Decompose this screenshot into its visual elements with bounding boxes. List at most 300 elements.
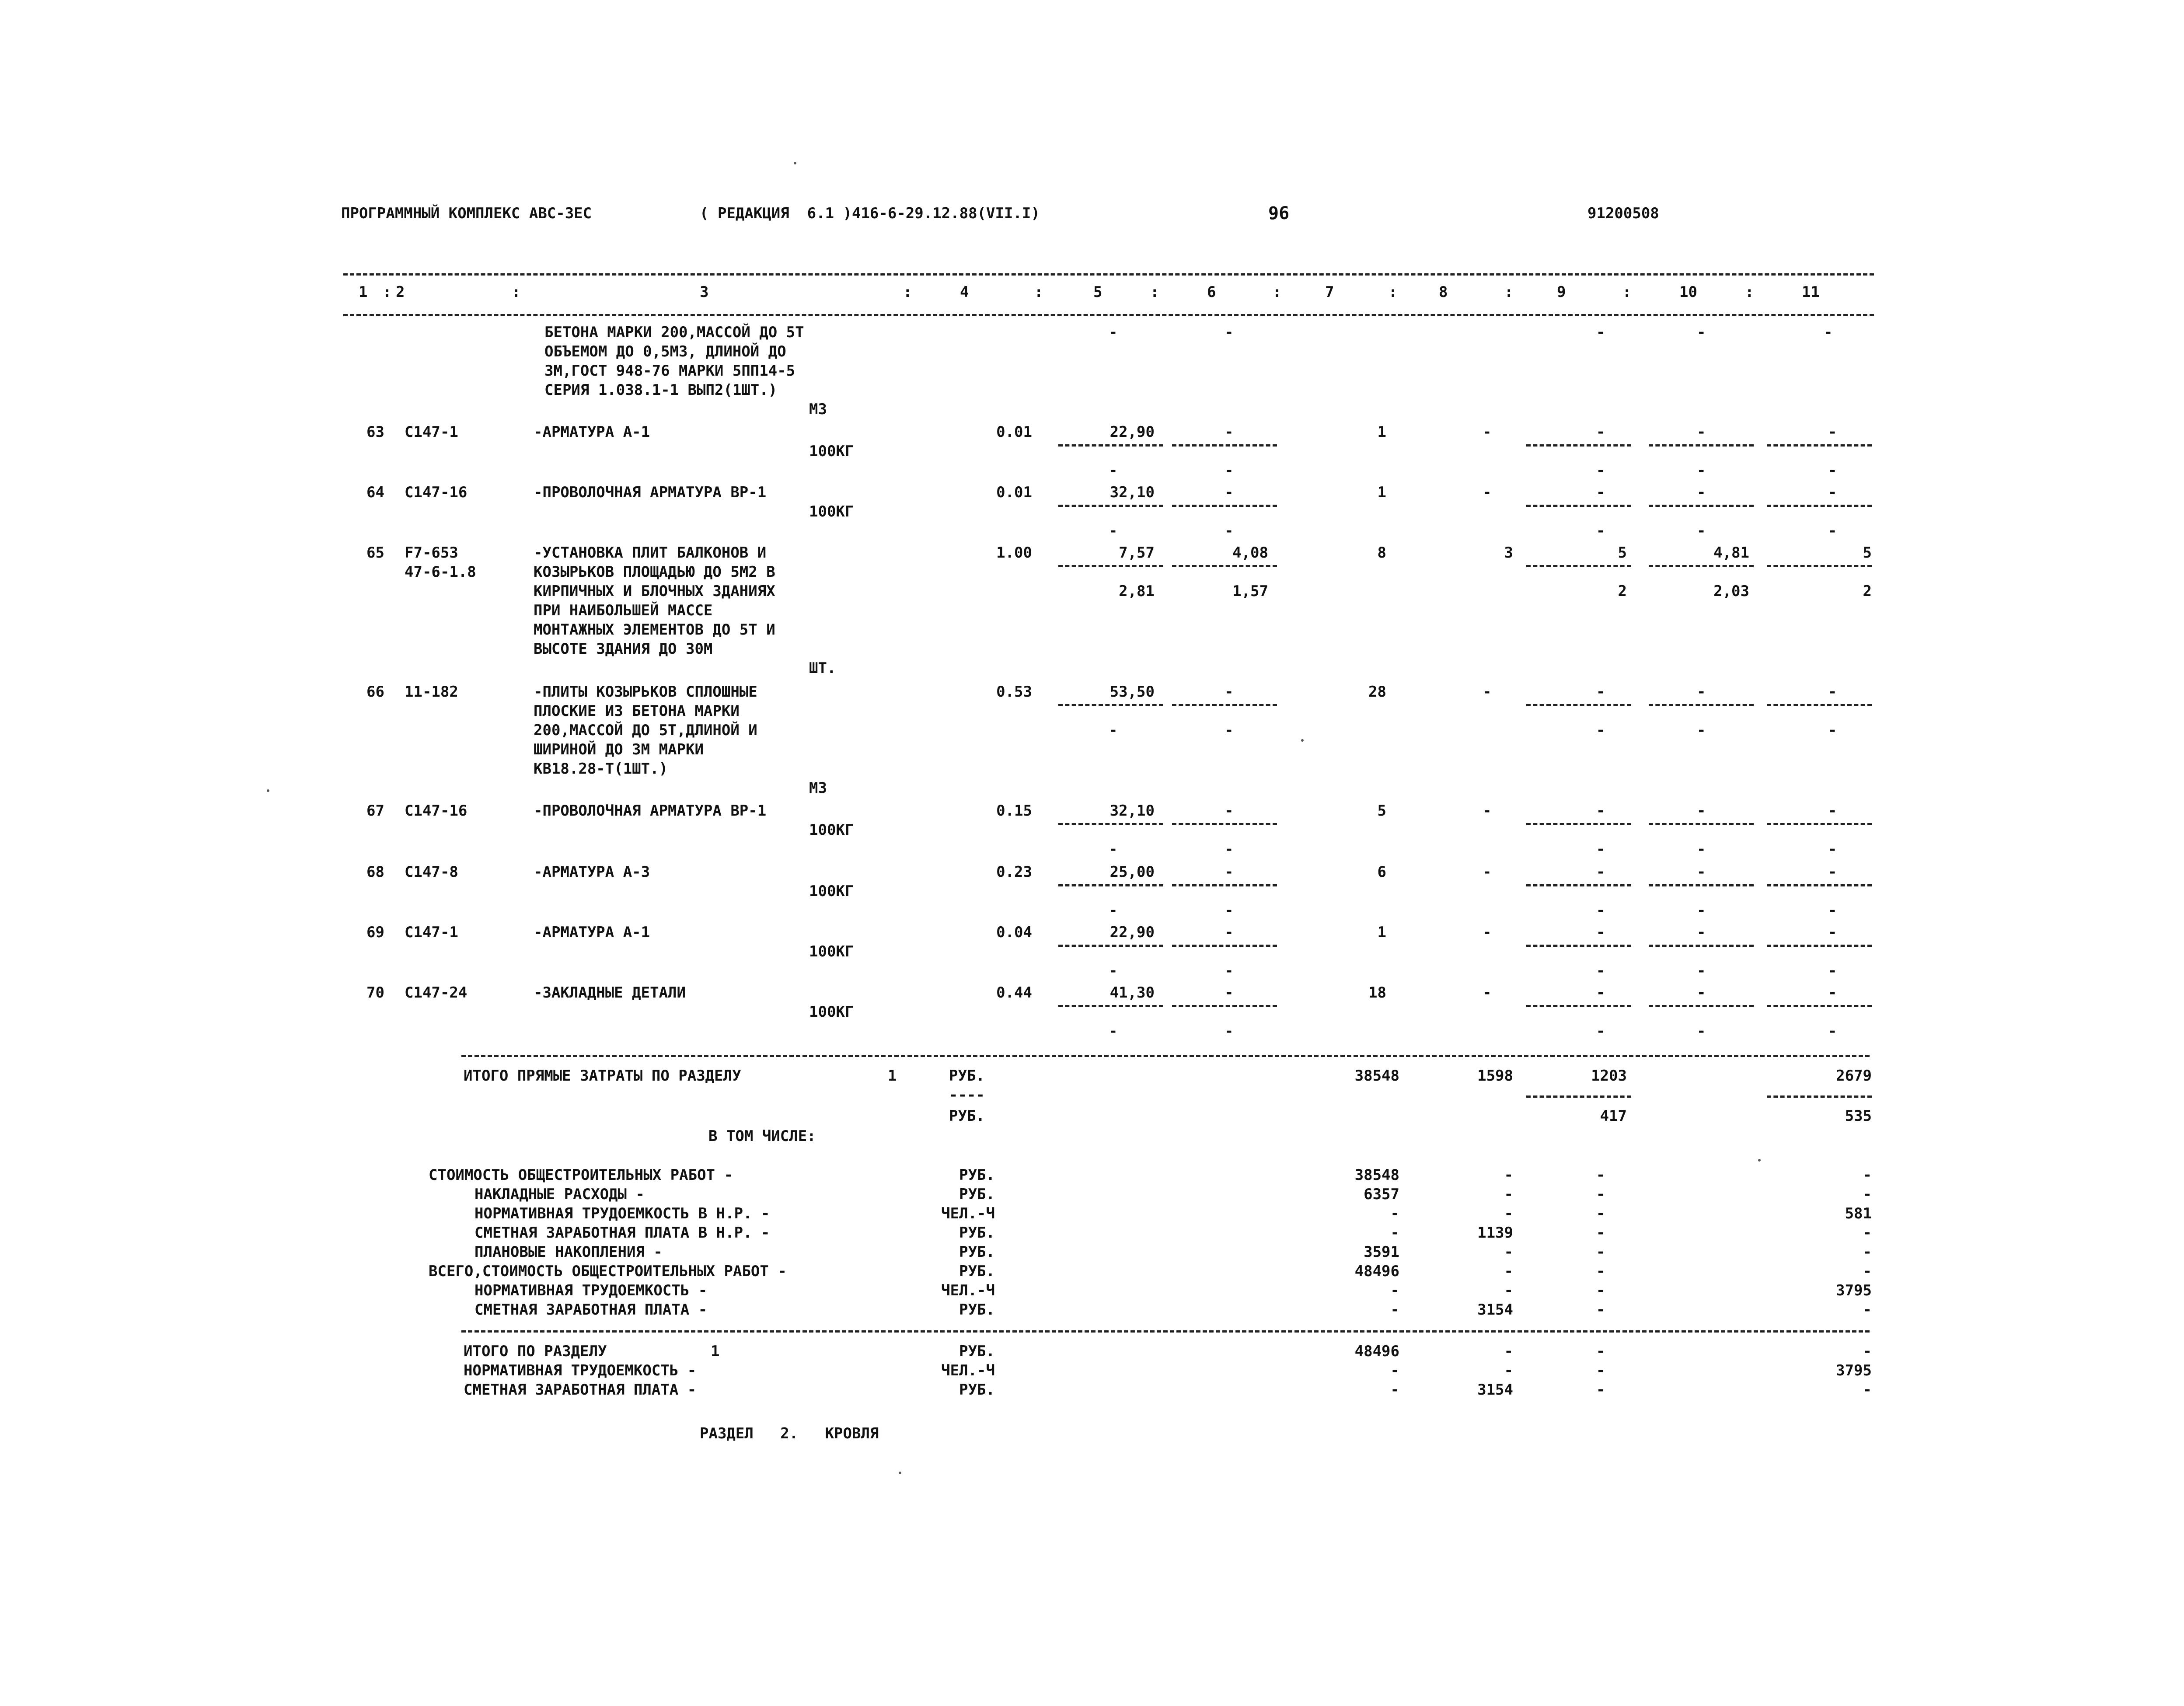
row-rule-col9	[1526, 505, 1631, 507]
row-col8: 3	[1504, 544, 1513, 562]
row-col10-dash: -	[1697, 863, 1706, 881]
breakdown-col11: -	[1863, 1243, 1872, 1261]
row-col6-dash: -	[1225, 683, 1234, 701]
scan-speck	[267, 789, 269, 792]
breakdown-col9: -	[1596, 1301, 1605, 1319]
row-col8-dash: -	[1483, 863, 1492, 881]
column-number: 6	[1207, 283, 1216, 301]
column-number: 8	[1439, 283, 1448, 301]
row-rule-col11	[1767, 704, 1872, 706]
row-rule-col10	[1649, 823, 1754, 825]
section-total-col9: -	[1596, 1381, 1605, 1399]
row-col11-second-dash: -	[1828, 1022, 1837, 1040]
row-quantity: 0.53	[996, 683, 1032, 701]
row-rule-col11	[1767, 444, 1872, 447]
breakdown-label: ПЛАНОВЫЕ НАКОПЛЕНИЯ -	[474, 1243, 663, 1261]
row-col11-dash: -	[1828, 984, 1837, 1001]
section-total-unit: ЧЕЛ.-Ч	[941, 1362, 995, 1379]
row-col11-second-dash: -	[1828, 522, 1837, 540]
breakdown-col7: 38548	[1354, 1166, 1399, 1184]
row-code: С147-24	[405, 984, 468, 1001]
row-code: С147-1	[405, 423, 458, 441]
column-number: 5	[1093, 283, 1102, 301]
summary-col8: 1598	[1477, 1067, 1513, 1085]
column-number: 4	[960, 283, 969, 301]
row-col11-dash: -	[1828, 924, 1837, 941]
row-rule-col6	[1172, 704, 1277, 706]
next-section-title: РАЗДЕЛ 2. КРОВЛЯ	[700, 1425, 879, 1442]
row-rule-col6	[1172, 823, 1277, 825]
column-separator: :	[1273, 283, 1282, 301]
row-col5-second-dash: -	[1109, 902, 1118, 919]
row-col9-dash: -	[1596, 683, 1605, 701]
row-col5: 7,57	[1119, 544, 1155, 562]
row-number: 65	[366, 544, 384, 562]
row-number: 66	[366, 683, 384, 701]
row-number: 70	[366, 984, 384, 1001]
row-number: 63	[366, 423, 384, 441]
row-rule-col10	[1649, 945, 1754, 947]
row-col9-second-dash: -	[1596, 962, 1605, 980]
column-number: 2	[396, 283, 405, 301]
row-col5-second-dash: -	[1109, 1022, 1118, 1040]
row-unit: ШТ.	[809, 659, 836, 677]
row-col10-second-dash: -	[1697, 462, 1706, 479]
row-col5: 32,10	[1109, 802, 1155, 820]
edition-info: ( РЕДАКЦИЯ 6.1 )416-6-29.12.88(VII.I)	[700, 205, 1040, 222]
row-col6-dash: -	[1225, 863, 1234, 881]
rule-summary-col9	[1526, 1095, 1631, 1098]
section-total-col8: 3154	[1477, 1381, 1513, 1399]
row-col8-dash: -	[1483, 984, 1492, 1001]
scan-speck	[1301, 739, 1304, 742]
breakdown-col8: 3154	[1477, 1301, 1513, 1319]
row-description-line: -АРМАТУРА А-1	[534, 423, 650, 441]
breakdown-unit: ЧЕЛ.-Ч	[941, 1205, 995, 1222]
breakdown-col9: -	[1596, 1282, 1605, 1299]
breakdown-col8: -	[1504, 1166, 1513, 1184]
row-col11-dash: -	[1828, 423, 1837, 441]
section-total-label: НОРМАТИВНАЯ ТРУДОЕМКОСТЬ -	[464, 1362, 697, 1379]
row-col9-dash: -	[1596, 984, 1605, 1001]
row-col5-second: 2,81	[1119, 583, 1155, 600]
row-col6-second-dash: -	[1225, 1022, 1234, 1040]
row-rule-col6	[1172, 505, 1277, 507]
row-col11-second: 2	[1863, 583, 1872, 600]
row-rule-col5	[1058, 505, 1163, 507]
row-rule-col9	[1526, 945, 1631, 947]
breakdown-label: НОРМАТИВНАЯ ТРУДОЕМКОСТЬ В Н.Р. -	[474, 1205, 770, 1222]
row-quantity: 0.44	[996, 984, 1032, 1001]
breakdown-col11: -	[1863, 1224, 1872, 1242]
column-number: 1	[359, 283, 368, 301]
row-number: 69	[366, 924, 384, 941]
continued-description-line: СЕРИЯ 1.038.1-1 ВЫП2(1ШТ.)	[544, 381, 778, 399]
row-col11-second-dash: -	[1828, 462, 1837, 479]
row-col10-dash: -	[1697, 924, 1706, 941]
row-description-line: -АРМАТУРА А-3	[534, 863, 650, 881]
row-code: С147-16	[405, 802, 468, 820]
row-rule-col5	[1058, 884, 1163, 886]
row-description-line: МОНТАЖНЫХ ЭЛЕМЕНТОВ ДО 5Т И	[534, 621, 775, 638]
row-description-line: 200,МАССОЙ ДО 5Т,ДЛИНОЙ И	[534, 722, 757, 739]
row-col5: 53,50	[1109, 683, 1155, 701]
summary-col9: 1203	[1591, 1067, 1627, 1085]
breakdown-unit: РУБ.	[959, 1263, 995, 1280]
row-quantity: 0.01	[996, 484, 1032, 501]
section-total-number: 1	[711, 1343, 720, 1360]
row-rule-col11	[1767, 1005, 1872, 1007]
breakdown-label: НАКЛАДНЫЕ РАСХОДЫ -	[474, 1186, 645, 1203]
row-col5-second-dash: -	[1109, 522, 1118, 540]
breakdown-col11: 581	[1845, 1205, 1872, 1222]
row-col5: 25,00	[1109, 863, 1155, 881]
row-col11-second-dash: -	[1828, 841, 1837, 858]
page-number: 96	[1268, 203, 1290, 223]
row-col11-dash: -	[1828, 802, 1837, 820]
row-col10: 4,81	[1713, 544, 1749, 562]
column-separator: :	[383, 283, 392, 301]
row-col6-dash: -	[1225, 924, 1234, 941]
breakdown-col11: -	[1863, 1166, 1872, 1184]
breakdown-col9: -	[1596, 1205, 1605, 1222]
scan-speck	[1758, 1159, 1761, 1162]
row-col8-dash: -	[1483, 484, 1492, 501]
row-col9-dash: -	[1596, 484, 1605, 501]
row-quantity: 0.01	[996, 423, 1032, 441]
breakdown-col8: 1139	[1477, 1224, 1513, 1242]
row-col6-second-dash: -	[1225, 462, 1234, 479]
row-col11-second-dash: -	[1828, 962, 1837, 980]
summary-col11: 2679	[1836, 1067, 1872, 1085]
row-unit: 100КГ	[809, 443, 854, 460]
row-col5-second-dash: -	[1109, 462, 1118, 479]
rule-top	[343, 273, 1874, 276]
row-unit: 100КГ	[809, 503, 854, 520]
row-col9-second-dash: -	[1596, 902, 1605, 919]
section-total-col11: 3795	[1836, 1362, 1872, 1379]
row-col9-dash: -	[1596, 863, 1605, 881]
section-total-col11: -	[1863, 1381, 1872, 1399]
breakdown-col9: -	[1596, 1166, 1605, 1184]
row-code: F7-653	[405, 544, 458, 562]
breakdown-label: ВСЕГО,СТОИМОСТЬ ОБЩЕСТРОИТЕЛЬНЫХ РАБОТ -	[429, 1263, 787, 1280]
row-col9-second-dash: -	[1596, 841, 1605, 858]
breakdown-col9: -	[1596, 1263, 1605, 1280]
section-total-label: СМЕТНАЯ ЗАРАБОТНАЯ ПЛАТА -	[464, 1381, 697, 1399]
breakdown-label: НОРМАТИВНАЯ ТРУДОЕМКОСТЬ -	[474, 1282, 708, 1299]
row-code: 11-182	[405, 683, 458, 701]
row-col6-dash: -	[1225, 484, 1234, 501]
breakdown-unit: РУБ.	[959, 1243, 995, 1261]
breakdown-col7: 48496	[1354, 1263, 1399, 1280]
row-rule-col5	[1058, 945, 1163, 947]
row-col11-second-dash: -	[1828, 722, 1837, 739]
summary-unit: РУБ.	[949, 1067, 985, 1085]
row-number: 68	[366, 863, 384, 881]
breakdown-col8: -	[1504, 1243, 1513, 1261]
rule-summary-col11	[1767, 1095, 1872, 1098]
column-separator: :	[1622, 283, 1632, 301]
row-rule-col9	[1526, 565, 1631, 567]
breakdown-label: СТОИМОСТЬ ОБЩЕСТРОИТЕЛЬНЫХ РАБОТ -	[429, 1166, 733, 1184]
row-description-line: КОЗЫРЬКОВ ПЛОЩАДЬЮ ДО 5М2 В	[534, 563, 775, 581]
row-col7: 1	[1377, 484, 1386, 501]
row-col9-dash: -	[1596, 423, 1605, 441]
row-unit: 100КГ	[809, 1003, 854, 1021]
row-col7: 1	[1377, 924, 1386, 941]
row-col6-dash: -	[1225, 984, 1234, 1001]
row-col11-second-dash: -	[1828, 902, 1837, 919]
column-separator: :	[1745, 283, 1754, 301]
breakdown-unit: РУБ.	[959, 1301, 995, 1319]
row-col10-second-dash: -	[1697, 1022, 1706, 1040]
row-rule-col9	[1526, 884, 1631, 886]
breakdown-unit: ЧЕЛ.-Ч	[941, 1282, 995, 1299]
column-number: 3	[700, 283, 709, 301]
breakdown-col8: -	[1504, 1282, 1513, 1299]
row-col9: 5	[1618, 544, 1627, 562]
continued-description-line: БЕТОНА МАРКИ 200,МАССОЙ ДО 5Т	[544, 324, 804, 341]
column-separator: :	[1150, 283, 1159, 301]
row-rule-col10	[1649, 704, 1754, 706]
row-code: С147-8	[405, 863, 458, 881]
summary-col11-b: 535	[1845, 1107, 1872, 1125]
row-description-line: ВЫСОТЕ ЗДАНИЯ ДО 30М	[534, 640, 713, 658]
continued-col11-dash: -	[1824, 324, 1833, 341]
column-number: 7	[1325, 283, 1334, 301]
rule-under-header	[343, 314, 1874, 316]
row-col5: 22,90	[1109, 924, 1155, 941]
row-number: 67	[366, 802, 384, 820]
section-total-col7: 48496	[1354, 1343, 1399, 1360]
section-total-col7: -	[1390, 1362, 1399, 1379]
breakdown-col11: -	[1863, 1186, 1872, 1203]
row-unit: 100КГ	[809, 883, 854, 900]
row-description-line: -ПРОВОЛОЧНАЯ АРМАТУРА ВР-1	[534, 802, 767, 820]
row-unit: 100КГ	[809, 821, 854, 839]
breakdown-col8: -	[1504, 1205, 1513, 1222]
row-code: С147-16	[405, 484, 468, 501]
row-col5-second-dash: -	[1109, 841, 1118, 858]
row-col6-second-dash: -	[1225, 722, 1234, 739]
breakdown-label: СМЕТНАЯ ЗАРАБОТНАЯ ПЛАТА В Н.Р. -	[474, 1224, 770, 1242]
row-rule-col9	[1526, 1005, 1631, 1007]
row-description-line: ПРИ НАИБОЛЬШЕЙ МАССЕ	[534, 602, 713, 619]
row-col10-dash: -	[1697, 423, 1706, 441]
row-unit: М3	[809, 779, 827, 797]
row-col9-second-dash: -	[1596, 722, 1605, 739]
row-quantity: 0.04	[996, 924, 1032, 941]
row-col10-dash: -	[1697, 984, 1706, 1001]
row-col5: 22,90	[1109, 423, 1155, 441]
row-col11-dash: -	[1828, 484, 1837, 501]
row-col6-dash: -	[1225, 802, 1234, 820]
section-total-col8: -	[1504, 1343, 1513, 1360]
row-col10-second-dash: -	[1697, 522, 1706, 540]
row-description-line: -ПЛИТЫ КОЗЫРЬКОВ СПЛОШНЫЕ	[534, 683, 757, 701]
column-separator: :	[1034, 283, 1043, 301]
breakdown-unit: РУБ.	[959, 1166, 995, 1184]
section-total-col9: -	[1596, 1362, 1605, 1379]
rule-before-section-total	[461, 1330, 1870, 1333]
row-col6-second-dash: -	[1225, 522, 1234, 540]
continued-col6-dash: -	[1225, 324, 1234, 341]
row-col11: 5	[1863, 544, 1872, 562]
breakdown-col7: 6357	[1364, 1186, 1399, 1203]
row-code-secondary: 47-6-1.8	[405, 563, 476, 581]
document-code: 91200508	[1587, 205, 1659, 222]
row-col10-second-dash: -	[1697, 902, 1706, 919]
row-description-line: КИРПИЧНЫХ И БЛОЧНЫХ ЗДАНИЯХ	[534, 583, 775, 600]
row-rule-col10	[1649, 1005, 1754, 1007]
row-col7: 1	[1377, 423, 1386, 441]
row-quantity: 0.23	[996, 863, 1032, 881]
section-total-col8: -	[1504, 1362, 1513, 1379]
row-rule-col5	[1058, 444, 1163, 447]
scan-speck	[899, 1472, 901, 1474]
row-rule-col6	[1172, 565, 1277, 567]
row-col9-second-dash: -	[1596, 462, 1605, 479]
row-col6-second-dash: -	[1225, 962, 1234, 980]
column-separator: :	[1504, 283, 1514, 301]
row-rule-col11	[1767, 945, 1872, 947]
row-rule-col10	[1649, 884, 1754, 886]
program-name: ПРОГРАММНЫЙ КОМПЛЕКС АВС-ЗЕС	[341, 205, 592, 222]
row-col9-second-dash: -	[1596, 1022, 1605, 1040]
row-col9-second: 2	[1618, 583, 1627, 600]
row-col5: 32,10	[1109, 484, 1155, 501]
row-col9-dash: -	[1596, 802, 1605, 820]
row-col9-dash: -	[1596, 924, 1605, 941]
row-col10-dash: -	[1697, 484, 1706, 501]
continued-col10-dash: -	[1697, 324, 1706, 341]
breakdown-col9: -	[1596, 1186, 1605, 1203]
row-col5-second-dash: -	[1109, 962, 1118, 980]
row-rule-col5	[1058, 823, 1163, 825]
section-total-col11: -	[1863, 1343, 1872, 1360]
row-unit: 100КГ	[809, 943, 854, 960]
row-col5-second-dash: -	[1109, 722, 1118, 739]
breakdown-col8: -	[1504, 1186, 1513, 1203]
continued-unit: М3	[809, 401, 827, 418]
row-col8-dash: -	[1483, 924, 1492, 941]
breakdown-col11: 3795	[1836, 1282, 1872, 1299]
section-total-unit: РУБ.	[959, 1343, 995, 1360]
row-col6-second-dash: -	[1225, 902, 1234, 919]
row-col7: 5	[1377, 802, 1386, 820]
row-col6-second: 1,57	[1232, 583, 1268, 600]
continued-description-line: ОБЪЕМОМ ДО 0,5М3, ДЛИНОЙ ДО	[544, 343, 786, 360]
row-col11-dash: -	[1828, 683, 1837, 701]
row-col6: 4,08	[1232, 544, 1268, 562]
continued-description-line: 3М,ГОСТ 948-76 МАРКИ 5ПП14-5	[544, 362, 795, 380]
column-number: 9	[1557, 283, 1566, 301]
row-rule-col11	[1767, 505, 1872, 507]
column-number: 11	[1802, 283, 1820, 301]
row-description-line: -ПРОВОЛОЧНАЯ АРМАТУРА ВР-1	[534, 484, 767, 501]
section-total-col9: -	[1596, 1343, 1605, 1360]
row-description-line: ШИРИНОЙ ДО 3М МАРКИ	[534, 741, 704, 758]
row-rule-col10	[1649, 444, 1754, 447]
breakdown-col11: -	[1863, 1301, 1872, 1319]
row-col10-dash: -	[1697, 683, 1706, 701]
including-label: В ТОМ ЧИСЛЕ:	[708, 1127, 816, 1145]
row-rule-col11	[1767, 823, 1872, 825]
row-rule-col6	[1172, 884, 1277, 886]
row-col9-second-dash: -	[1596, 522, 1605, 540]
row-rule-col11	[1767, 884, 1872, 886]
breakdown-unit: РУБ.	[959, 1186, 995, 1203]
row-rule-col11	[1767, 565, 1872, 567]
summary-title: ИТОГО ПРЯМЫЕ ЗАТРАТЫ ПО РАЗДЕЛУ	[464, 1067, 741, 1085]
column-separator: :	[1389, 283, 1398, 301]
row-rule-col6	[1172, 945, 1277, 947]
row-col7: 8	[1377, 544, 1386, 562]
rule-before-summary	[461, 1055, 1870, 1057]
row-rule-col10	[1649, 565, 1754, 567]
row-rule-col9	[1526, 823, 1631, 825]
row-rule-col6	[1172, 1005, 1277, 1007]
breakdown-col11: -	[1863, 1263, 1872, 1280]
row-description-line: -ЗАКЛАДНЫЕ ДЕТАЛИ	[534, 984, 686, 1001]
column-separator: :	[512, 283, 521, 301]
breakdown-label: СМЕТНАЯ ЗАРАБОТНАЯ ПЛАТА -	[474, 1301, 708, 1319]
row-rule-col10	[1649, 505, 1754, 507]
row-col10-second-dash: -	[1697, 722, 1706, 739]
row-description-line: -АРМАТУРА А-1	[534, 924, 650, 941]
row-rule-col5	[1058, 565, 1163, 567]
row-description-line: -УСТАНОВКА ПЛИТ БАЛКОНОВ И	[534, 544, 767, 562]
row-col10-second-dash: -	[1697, 841, 1706, 858]
breakdown-col7: 3591	[1364, 1243, 1399, 1261]
row-rule-col9	[1526, 704, 1631, 706]
breakdown-col9: -	[1596, 1243, 1605, 1261]
summary-unit-dash: ----	[949, 1086, 985, 1104]
breakdown-col9: -	[1596, 1224, 1605, 1242]
row-rule-col9	[1526, 444, 1631, 447]
row-col7: 28	[1368, 683, 1386, 701]
summary-unit-b: РУБ.	[949, 1107, 985, 1125]
row-col7: 18	[1368, 984, 1386, 1001]
summary-col9-b: 417	[1600, 1107, 1627, 1125]
column-separator: :	[903, 283, 912, 301]
breakdown-col7: -	[1390, 1301, 1399, 1319]
row-col8-dash: -	[1483, 683, 1492, 701]
section-total-col7: -	[1390, 1381, 1399, 1399]
row-rule-col5	[1058, 1005, 1163, 1007]
scan-speck	[794, 162, 796, 164]
row-quantity: 1.00	[996, 544, 1032, 562]
row-col10-second: 2,03	[1713, 583, 1749, 600]
section-total-unit: РУБ.	[959, 1381, 995, 1399]
row-col8-dash: -	[1483, 802, 1492, 820]
row-code: С147-1	[405, 924, 458, 941]
row-col6-second-dash: -	[1225, 841, 1234, 858]
row-rule-col5	[1058, 704, 1163, 706]
breakdown-col7: -	[1390, 1205, 1399, 1222]
row-quantity: 0.15	[996, 802, 1032, 820]
row-number: 64	[366, 484, 384, 501]
breakdown-unit: РУБ.	[959, 1224, 995, 1242]
row-col10-second-dash: -	[1697, 962, 1706, 980]
summary-section: 1	[888, 1067, 897, 1085]
continued-col5-dash: -	[1109, 324, 1118, 341]
row-col5: 41,30	[1109, 984, 1155, 1001]
column-number: 10	[1679, 283, 1697, 301]
row-col8-dash: -	[1483, 423, 1492, 441]
summary-col7: 38548	[1354, 1067, 1399, 1085]
